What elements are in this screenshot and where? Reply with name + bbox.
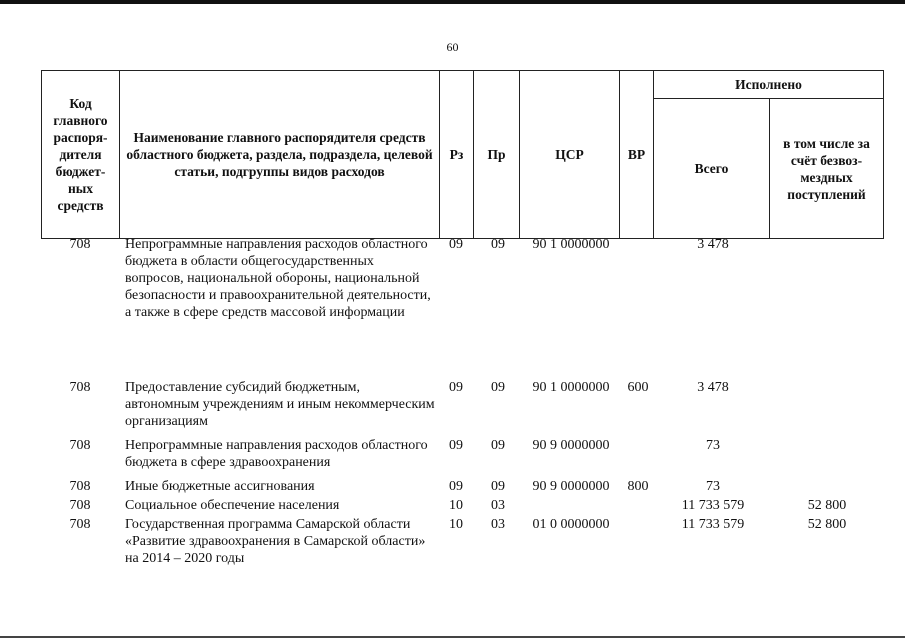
table-row: [41, 516, 883, 576]
row-pr: 09: [491, 438, 505, 453]
row-code: 708: [69, 380, 91, 395]
row-total: 11 733 579: [681, 498, 745, 513]
row-name: Социальное обеспечение населения: [125, 498, 340, 513]
row-name: Государственная программа Самарской области «Развитие здравоохранения в Самарской области» на 2014 – 2020 годы: [125, 517, 426, 566]
top-rule: [0, 0, 905, 4]
table-row: [41, 379, 883, 437]
row-rz: 09: [449, 237, 463, 252]
bottom-rule: [0, 636, 905, 638]
table-row: [41, 236, 883, 379]
row-csr: 90 1 0000000: [532, 237, 610, 252]
row-total: 11 733 579: [681, 517, 745, 532]
row-csr: 90 1 0000000: [532, 380, 610, 395]
row-pr: 09: [491, 380, 505, 395]
row-rz: 09: [449, 380, 463, 395]
header-name: Наименование главного распорядителя средств областного бюджета, раздела, подраздела, целевой статьи, подгруппы видов расходов: [120, 71, 440, 239]
row-vr: 800: [627, 479, 649, 494]
row-code: 708: [69, 517, 91, 532]
row-name: Иные бюджетные ассигнования: [125, 479, 315, 494]
table-row: [41, 437, 883, 478]
row-pr: 09: [491, 237, 505, 252]
row-rz: 10: [449, 517, 463, 532]
row-name: Непрограммные направления расходов областного бюджета в области общегосударственных вопросов, национальной обороны, национальной безопасности и правоохранительной деятельности, а также в сфере средств массовой информации: [125, 237, 431, 320]
header-pr: Пр: [474, 71, 520, 239]
row-rz: 10: [449, 498, 463, 513]
row-csr: 01 0 0000000: [532, 517, 610, 532]
row-pr: 03: [491, 498, 505, 513]
table-row: [41, 478, 883, 497]
table-row: [41, 497, 883, 516]
page-number: 60: [446, 40, 459, 54]
row-rz: 09: [449, 479, 463, 494]
row-total: 73: [706, 479, 720, 494]
header-executed: Исполнено: [654, 71, 884, 99]
header-vr: ВР: [620, 71, 654, 239]
header-total: Всего: [654, 99, 770, 239]
row-total: 3 478: [697, 237, 729, 252]
row-free: 52 800: [807, 498, 847, 513]
row-free: 52 800: [807, 517, 847, 532]
row-code: 708: [69, 237, 91, 252]
row-pr: 03: [491, 517, 505, 532]
header-free: в том числе за счёт безвоз-мездных поступлений: [770, 99, 884, 239]
row-rz: 09: [449, 438, 463, 453]
row-pr: 09: [491, 479, 505, 494]
row-csr: 90 9 0000000: [532, 438, 610, 453]
row-code: 708: [69, 438, 91, 453]
row-total: 3 478: [697, 380, 729, 395]
table-body: [41, 236, 883, 576]
row-name: Непрограммные направления расходов областного бюджета в сфере здравоохранения: [125, 438, 428, 470]
table-header: [41, 70, 884, 239]
header-code: Код главного распоря-дителя бюджет-ных средств: [42, 71, 120, 239]
row-code: 708: [69, 479, 91, 494]
header-rz: Рз: [440, 71, 474, 239]
row-vr: 600: [627, 380, 649, 395]
row-code: 708: [69, 498, 91, 513]
row-csr: 90 9 0000000: [532, 479, 610, 494]
row-total: 73: [706, 438, 720, 453]
header-csr: ЦСР: [520, 71, 620, 239]
row-name: Предоставление субсидий бюджетным, автономным учреждениям и иным некоммерческим организациям: [125, 380, 435, 429]
